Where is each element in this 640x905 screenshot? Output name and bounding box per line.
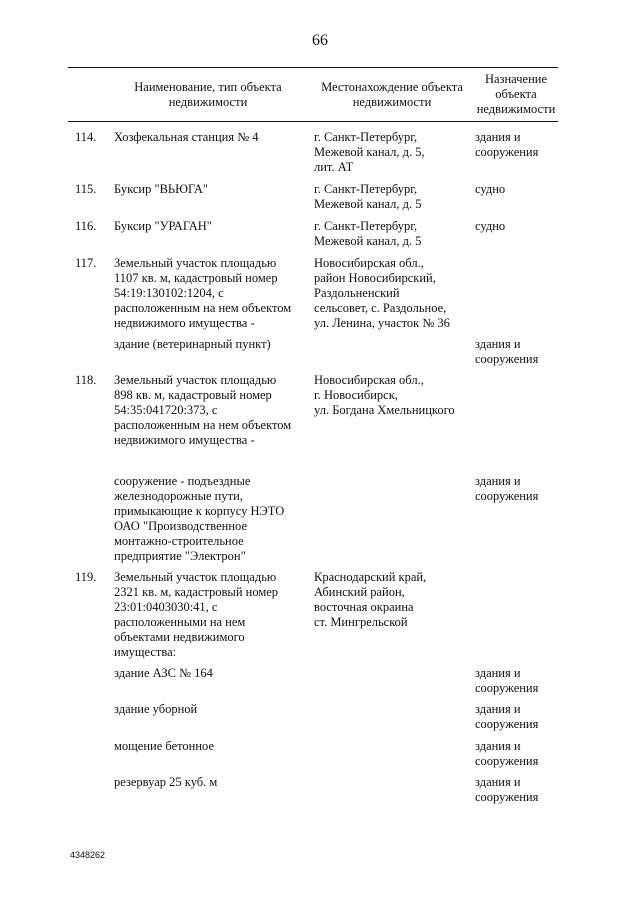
column-header-name: Наименование, тип объекта недвижимости — [134, 80, 282, 109]
column-header-purpose: Назначение объекта недвижимости — [476, 72, 556, 116]
object-purpose: здания и сооружения — [475, 474, 539, 503]
row-number: 115. — [75, 182, 97, 196]
object-name: резервуар 25 куб. м — [114, 775, 218, 789]
object-purpose: судно — [475, 182, 506, 196]
object-purpose: здания и сооружения — [475, 130, 539, 159]
row-number: 116. — [75, 219, 97, 233]
row-number: 118. — [75, 373, 97, 387]
header-bottom-rule — [68, 121, 558, 122]
object-name: здание АЗС № 164 — [114, 666, 213, 680]
object-purpose: здания и сооружения — [475, 702, 539, 731]
object-purpose: судно — [475, 219, 506, 233]
object-location: г. Санкт-Петербург, Межевой канал, д. 5 — [314, 182, 422, 211]
row-number: 117. — [75, 256, 97, 270]
column-header-location: Местонахождение объекта недвижимости — [321, 80, 463, 109]
object-name: Буксир "УРАГАН" — [114, 219, 212, 233]
object-location: Новосибирская обл., г. Новосибирск, ул. Богдана Хмельницкого — [314, 373, 455, 417]
object-name: сооружение - подъездные железнодорожные пути, примыкающие к корпусу НЭТО ОАО "Производственное монтажно-строительное предприятие "Электрон" — [114, 474, 285, 563]
page-number: 66 — [312, 32, 328, 49]
object-location: Новосибирская обл., район Новосибирский, Раздольненский сельсовет, с. Раздольное, ул. Ленина, участок № 36 — [314, 256, 450, 330]
object-name: здание уборной — [114, 702, 198, 716]
object-name: Земельный участок площадью 2321 кв. м, кадастровый номер 23:01:0403030:41, с расположенными на нем объектами недвижимого имущества: — [114, 570, 279, 659]
object-location: г. Санкт-Петербург, Межевой канал, д. 5, лит. АТ — [314, 130, 425, 174]
object-name: здание (ветеринарный пункт) — [114, 337, 271, 351]
object-name: мощение бетонное — [114, 739, 215, 753]
object-name: Земельный участок площадью 898 кв. м, кадастровый номер 54:35:041720:373, с расположенным на нем объектом недвижимого имущества - — [114, 373, 292, 447]
header-top-rule — [68, 67, 558, 68]
row-number: 119. — [75, 570, 97, 584]
row-number: 114. — [75, 130, 97, 144]
object-location: г. Санкт-Петербург, Межевой канал, д. 5 — [314, 219, 422, 248]
object-purpose: здания и сооружения — [475, 739, 539, 768]
object-purpose: здания и сооружения — [475, 666, 539, 695]
object-location: Краснодарский край, Абинский район, восточная окраина ст. Мингрельской — [314, 570, 427, 629]
object-purpose: здания и сооружения — [475, 775, 539, 804]
document-id: 4348262 — [70, 850, 106, 860]
object-purpose: здания и сооружения — [475, 337, 539, 366]
object-name: Земельный участок площадью 1107 кв. м, кадастровый номер 54:19:130102:1204, с расположенным на нем объектом недвижимого имущества - — [114, 256, 292, 330]
object-name: Буксир "ВЬЮГА" — [114, 182, 208, 196]
object-name: Хозфекальная станция № 4 — [114, 130, 259, 144]
